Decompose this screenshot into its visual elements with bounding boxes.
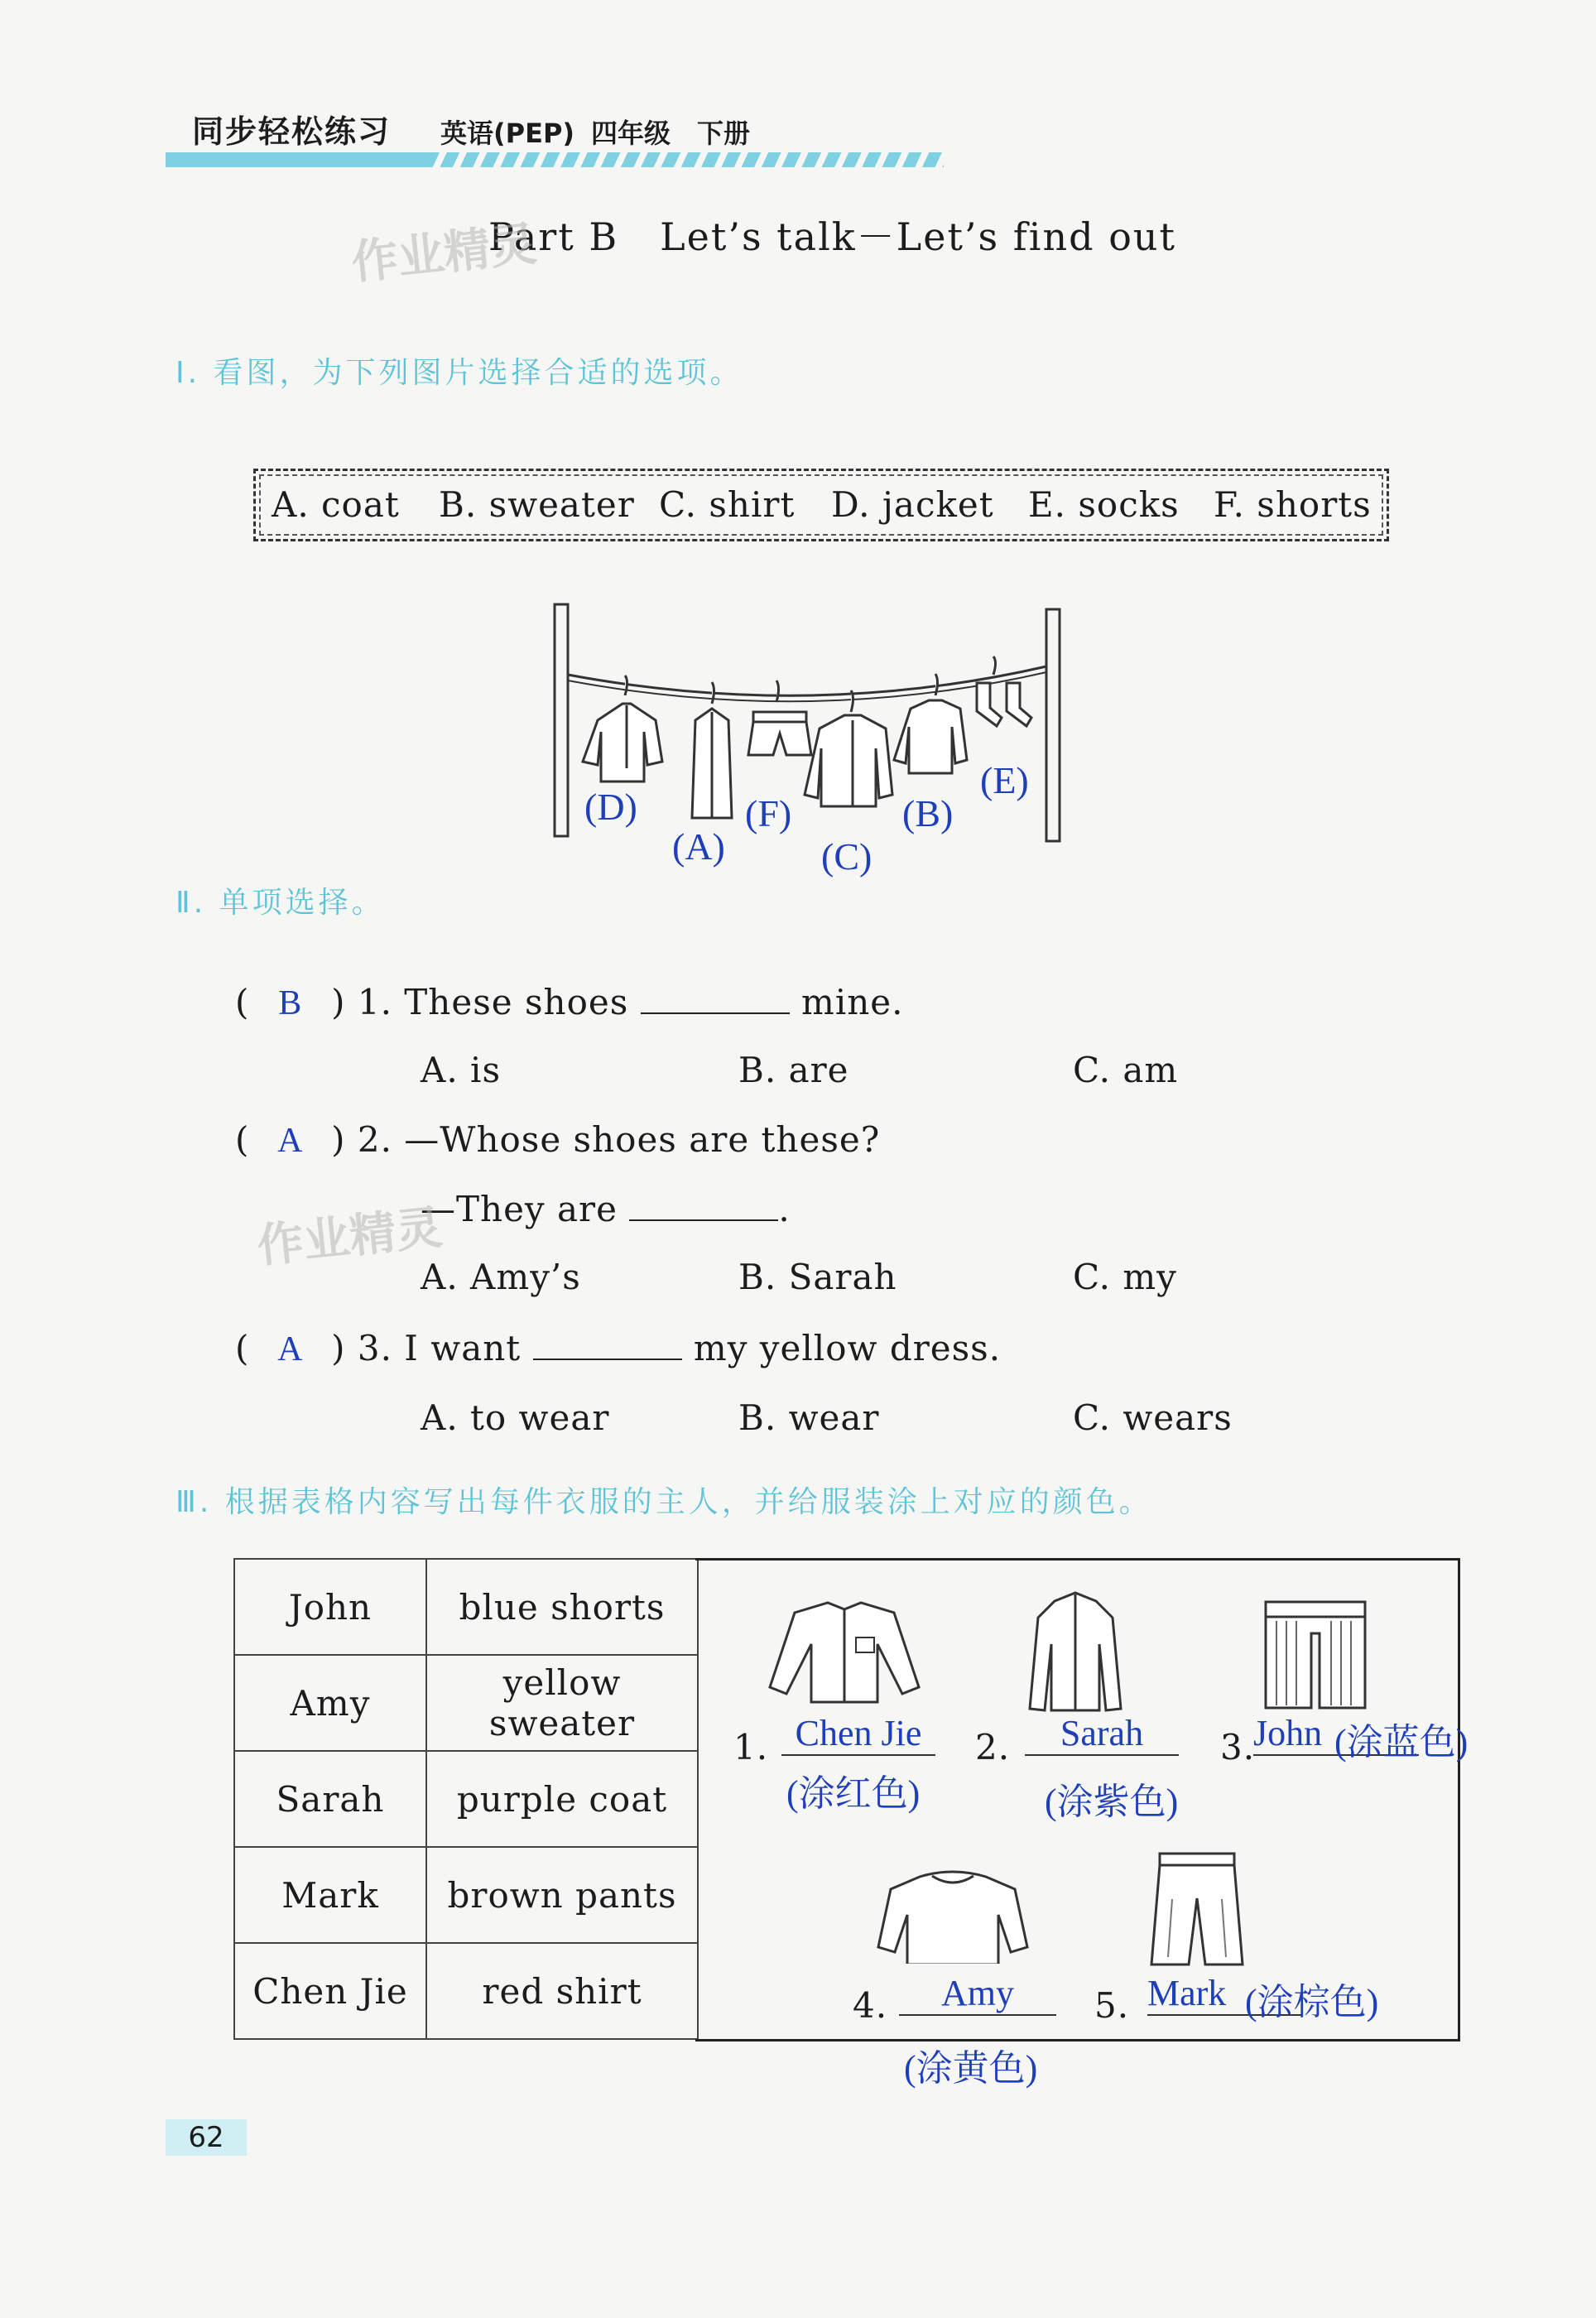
header-series: 同步轻松练习 [192, 113, 392, 150]
option-c: C. shirt [659, 484, 796, 525]
shirt-picture-icon [745, 1596, 927, 1712]
q1-option-a: A. is [421, 1050, 502, 1090]
q1-option-c: C. am [1073, 1050, 1179, 1090]
table-row [234, 1655, 698, 1751]
table-cell-item: brown pants [426, 1847, 698, 1943]
item4-color: (涂黄色) [904, 2048, 1038, 2089]
q1-blank [641, 1012, 790, 1014]
question-3 [235, 1328, 1001, 1369]
q2-option-a: A. Amy’s [421, 1257, 581, 1297]
option-b: B. sweater [439, 484, 635, 525]
owner-table [233, 1558, 699, 2040]
option-a: A. coat [272, 484, 400, 525]
table-cell-name: Chen Jie [234, 1943, 426, 2039]
q2-blank [629, 1219, 778, 1221]
header-stripe-solid [166, 152, 430, 167]
q1-stem-b: mine. [801, 982, 904, 1022]
socks-icon [977, 656, 1031, 726]
pic-answer-6: (E) [980, 759, 1029, 801]
table-row [234, 1943, 698, 2039]
q3-stem-b: my yellow dress. [693, 1328, 1002, 1368]
pic-answer-5: (B) [902, 792, 954, 834]
shorts-icon [748, 680, 811, 755]
question-1 [235, 982, 904, 1023]
header-subject: 英语(PEP) [440, 118, 575, 149]
q1-option-b: B. are [738, 1050, 849, 1090]
table-row [234, 1751, 698, 1847]
table-cell-name: Mark [234, 1847, 426, 1943]
question-2 [235, 1119, 880, 1161]
q1-number: 1. [357, 982, 392, 1022]
watermark-top: 作业精灵 [349, 216, 540, 291]
pic-answer-1: (D) [584, 786, 637, 828]
section3-heading: Ⅲ. 根据表格内容写出每件衣服的主人，并给服装涂上对应的颜色。 [175, 1485, 1152, 1519]
table-cell-item: red shirt [426, 1943, 698, 2039]
shirt-icon [805, 690, 892, 806]
item1-color: (涂红色) [786, 1773, 921, 1814]
paren-close: ) [331, 982, 346, 1022]
q2-option-c: C. my [1073, 1257, 1177, 1297]
q3-answer: A [277, 1330, 304, 1368]
pants-picture-icon [1147, 1849, 1247, 1974]
q3-blank [533, 1359, 682, 1360]
table-row [234, 1559, 698, 1655]
paren-close: ) [331, 1328, 346, 1368]
coat-picture-icon [1013, 1585, 1137, 1717]
pic-answer-4: (C) [821, 835, 873, 878]
item5-number: 5. [1094, 1985, 1130, 2026]
q3-stem-a: I want [404, 1328, 522, 1368]
q1-stem-a: These shoes [404, 982, 629, 1022]
q3-number: 3. [357, 1328, 392, 1368]
pic-answer-3: (F) [745, 792, 792, 834]
q2-answer: A [277, 1122, 304, 1160]
pic-answer-2: (A) [672, 825, 725, 868]
item2-color: (涂紫色) [1045, 1782, 1179, 1822]
option-f: F. shorts [1214, 484, 1372, 525]
item4-answer: Amy [899, 1972, 1056, 2016]
header-volume: 下册 [697, 118, 751, 149]
q3-option-a: A. to wear [421, 1397, 610, 1438]
jacket-icon [583, 676, 662, 781]
paren-close: ) [331, 1119, 346, 1160]
option-d: D. jacket [831, 484, 994, 525]
q3-option-b: B. wear [738, 1397, 880, 1438]
q1-answer: B [278, 984, 303, 1022]
watermark-middle: 作业精灵 [254, 1200, 445, 1274]
section2-heading: Ⅱ. 单项选择。 [175, 886, 385, 920]
table-cell-item: yellow sweater [426, 1655, 698, 1751]
table-cell-name: Amy [234, 1655, 426, 1751]
header-grade: 四年级 [591, 118, 671, 149]
coat-icon [692, 682, 732, 818]
q2-stem-a: —Whose shoes are these? [404, 1119, 881, 1160]
page-title: Part B Let’s talk－Let’s find out [488, 214, 1177, 259]
q3-option-c: C. wears [1073, 1397, 1233, 1438]
item3-answer: John [1253, 1712, 1419, 1756]
section1-heading: Ⅰ. 看图，为下列图片选择合适的选项。 [175, 356, 743, 390]
q2-stem-line2: —They are [421, 1189, 618, 1229]
item2-number: 2. [975, 1727, 1011, 1767]
q2-line2 [421, 1189, 791, 1229]
q2-option-b: B. Sarah [738, 1257, 897, 1297]
item1-number: 1. [733, 1727, 769, 1767]
item5-color: (涂棕色) [1245, 1982, 1379, 2022]
item2-answer: Sarah [1025, 1712, 1179, 1756]
table-cell-name: Sarah [234, 1751, 426, 1847]
q2-stem-b: . [778, 1189, 791, 1229]
table-cell-item: purple coat [426, 1751, 698, 1847]
paren-open: ( [235, 1119, 250, 1160]
item5-answer: Mark [1147, 1972, 1301, 2016]
sweater-picture-icon [874, 1864, 1031, 1964]
option-e: E. socks [1028, 484, 1180, 525]
item4-number: 4. [853, 1985, 888, 2026]
page-number: 62 [166, 2119, 247, 2156]
item1-answer: Chen Jie [781, 1712, 935, 1756]
table-row [234, 1847, 698, 1943]
paren-open: ( [235, 982, 250, 1022]
table-cell-item: blue shorts [426, 1559, 698, 1655]
item3-number: 3. [1220, 1727, 1256, 1767]
item3-color: (涂蓝色) [1334, 1722, 1469, 1763]
q2-number: 2. [357, 1119, 392, 1160]
table-cell-name: John [234, 1559, 426, 1655]
shorts-picture-icon [1262, 1598, 1369, 1714]
paren-open: ( [235, 1328, 250, 1368]
